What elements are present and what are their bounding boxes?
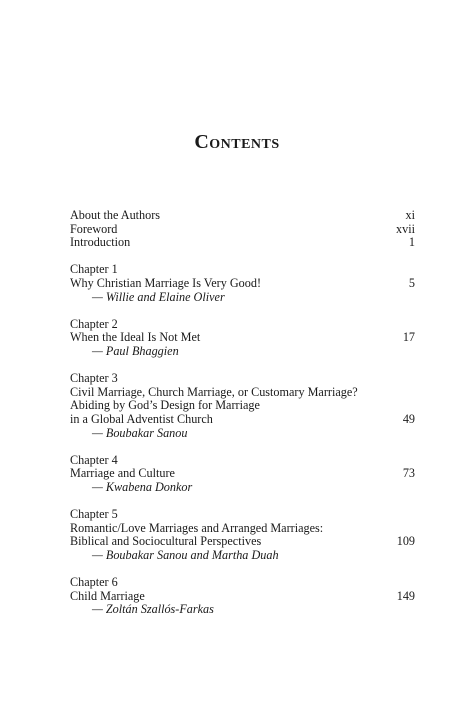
toc-chapter-4 (70, 454, 415, 495)
toc-entry-introduction (70, 236, 415, 250)
chapter-title: Why Christian Marriage Is Very Good! (70, 275, 262, 290)
chapter-heading: Chapter 6 (70, 575, 118, 590)
toc-chapter-5 (70, 508, 415, 562)
chapter-author-row (70, 481, 415, 495)
chapter-title: Civil Marriage, Church Marriage, or Customary Marriage? (70, 384, 358, 399)
chapter-title-row (70, 535, 415, 549)
chapter-page: 49 (402, 411, 415, 426)
chapter-author: — Zoltán Szallós-Farkas (92, 602, 214, 617)
chapter-heading-row (70, 454, 415, 468)
spacer (70, 250, 415, 264)
toc-chapter-2 (70, 318, 415, 359)
chapter-title-row (70, 277, 415, 291)
chapter-author: — Boubakar Sanou (92, 425, 188, 440)
chapter-page: 73 (402, 466, 415, 481)
chapter-title: Child Marriage (70, 588, 145, 603)
toc-entry-page: xi (405, 208, 415, 222)
chapter-page: 149 (396, 588, 415, 603)
chapter-title-row (70, 399, 415, 413)
chapter-title-row (70, 413, 415, 427)
chapter-author: — Paul Bhaggien (92, 343, 179, 358)
chapter-heading: Chapter 4 (70, 452, 118, 467)
chapter-title-row (70, 590, 415, 604)
chapter-author-row (70, 291, 415, 305)
page-title: Contents (194, 131, 280, 153)
chapter-heading: Chapter 1 (70, 262, 118, 277)
chapter-author: — Willie and Elaine Oliver (92, 289, 225, 304)
chapter-heading-row (70, 318, 415, 332)
chapter-title: Marriage and Culture (70, 466, 175, 481)
chapter-title: Biblical and Sociocultural Perspectives (70, 534, 262, 549)
chapter-title-row (70, 331, 415, 345)
chapter-heading-row (70, 263, 415, 277)
chapter-author-row (70, 427, 415, 441)
chapter-title-row (70, 386, 415, 400)
toc-entry-label: Foreword (70, 221, 118, 236)
spacer (70, 494, 415, 508)
spacer (70, 440, 415, 454)
chapter-heading: Chapter 2 (70, 316, 118, 331)
chapter-heading-row (70, 576, 415, 590)
chapter-heading: Chapter 3 (70, 371, 118, 386)
toc-entry-label: Introduction (70, 235, 131, 250)
spacer (70, 304, 415, 318)
toc-chapter-6 (70, 576, 415, 617)
chapter-author: — Kwabena Donkor (92, 479, 193, 494)
toc-entry-foreword (70, 223, 415, 237)
toc-entry-page: xvii (396, 221, 415, 236)
toc-chapter-3 (70, 372, 415, 440)
chapter-title: in a Global Adventist Church (70, 411, 213, 426)
chapter-heading-row (70, 372, 415, 386)
chapter-page: 17 (402, 330, 415, 345)
chapter-author: — Boubakar Sanou and Martha Duah (92, 547, 279, 562)
toc-entry-label: About the Authors (70, 208, 161, 222)
chapter-title: Romantic/Love Marriages and Arranged Marriages: (70, 520, 324, 535)
chapter-page: 109 (396, 534, 415, 549)
spacer (70, 359, 415, 373)
toc-chapter-1 (70, 263, 415, 304)
spacer (70, 562, 415, 576)
chapter-author-row (70, 603, 415, 617)
chapter-title-row (70, 522, 415, 536)
chapter-page: 5 (408, 275, 415, 290)
chapter-title-row (70, 467, 415, 481)
toc-entry-page: 1 (408, 235, 415, 250)
chapter-title: When the Ideal Is Not Met (70, 330, 201, 345)
chapter-author-row (70, 549, 415, 563)
table-of-contents (70, 209, 415, 617)
chapter-author-row (70, 345, 415, 359)
chapter-heading-row (70, 508, 415, 522)
toc-entry-about-authors (70, 209, 415, 223)
chapter-heading: Chapter 5 (70, 507, 118, 522)
chapter-title: Abiding by God’s Design for Marriage (70, 398, 260, 413)
